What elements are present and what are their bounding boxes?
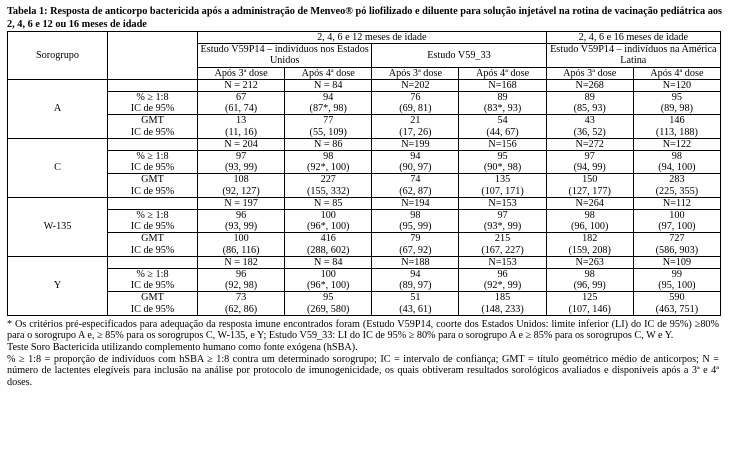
n-cell: N = 212 (198, 79, 285, 91)
label-gmt-ic: IC de 95% (130, 126, 175, 138)
header-dose4: Após 4ª dose (633, 67, 720, 79)
gmt-value: 227 (320, 174, 336, 186)
header-dose3: Após 3ª dose (198, 67, 285, 79)
table-row-gmt (8, 292, 721, 315)
pct-ci: (83*, 93) (483, 103, 522, 115)
gmt-cell (459, 115, 546, 138)
gmt-ci: (288, 602) (307, 244, 350, 256)
sorogrupo-cell: C (8, 138, 108, 197)
label-gmt-ic: IC de 95% (130, 244, 175, 256)
pct-ci: (61, 74) (224, 103, 258, 115)
sorogrupo-cell: W-135 (8, 197, 108, 256)
pct-cell (372, 151, 459, 174)
gmt-value: 135 (494, 174, 511, 186)
pct-cell (459, 151, 546, 174)
pct-ci: (90, 97) (399, 162, 432, 174)
pct-value: 76 (410, 92, 421, 104)
pct-value: 97 (497, 210, 508, 222)
gmt-ci: (586, 903) (655, 244, 699, 256)
gmt-value: 77 (323, 115, 334, 127)
pct-cell (633, 151, 720, 174)
label-gmt-ic: IC de 95% (130, 185, 175, 197)
gmt-ci: (148, 233) (481, 303, 524, 315)
header-dose4: Após 4ª dose (459, 67, 546, 79)
gmt-value: 108 (233, 174, 249, 186)
pct-cell (633, 210, 720, 233)
n-cell: N=168 (459, 79, 546, 91)
footnote-hsba: Teste Soro Bactericida utilizando complemento humano como fonte exógena (hSBA). (7, 342, 358, 354)
n-cell: N=153 (459, 197, 546, 209)
gmt-ci: (113, 188) (655, 126, 698, 138)
pct-value: 95 (497, 151, 508, 163)
label-blank (108, 197, 198, 209)
label-gmt-ic: IC de 95% (130, 303, 175, 315)
gmt-cell (198, 292, 285, 315)
gmt-value: 54 (497, 115, 508, 127)
header-sorogrupo: Sorogrupo (8, 32, 108, 80)
header-age-12m: 2, 4, 6 e 12 meses de idade (198, 32, 547, 44)
pct-ci: (96*, 100) (307, 280, 350, 292)
header-study-us: Estudo V59P14 – indivíduos nos Estados Unidos (198, 44, 372, 67)
n-cell: N=264 (546, 197, 633, 209)
table-row-gmt (8, 174, 721, 197)
pct-ci: (96*, 100) (307, 221, 350, 233)
footnote-definitions: % ≥ 1:8 = proporção de indivíduos com hSBA ≥ 1:8 contra um determinado sorogrupo; IC = intervalo de confiança; GMT = título geométrico médio de anticorpos; N = número de lactentes elegíveis para inclusão na análise por protocolo de imunogenicidade, os quais obtiveram resultados sorológicos avaliados e disponíveis após a 3ª e 4ª doses. (7, 353, 719, 388)
gmt-ci: (269, 580) (307, 303, 350, 315)
label-gmt-cell (108, 115, 198, 138)
gmt-cell (633, 174, 720, 197)
label-ic: IC de 95% (130, 103, 175, 115)
gmt-value: 727 (669, 233, 685, 245)
gmt-cell (198, 115, 285, 138)
gmt-ci: (92, 127) (222, 185, 260, 197)
label-gmt: GMT (141, 292, 164, 304)
n-cell: N=199 (372, 138, 459, 150)
label-ic: IC de 95% (130, 280, 175, 292)
pct-ci: (87*, 98) (309, 103, 347, 115)
n-cell: N = 197 (198, 197, 285, 209)
label-blank (108, 138, 198, 150)
label-pct: % ≥ 1:8 (136, 151, 169, 163)
pct-ci: (96, 100) (571, 221, 609, 233)
pct-ci: (93*, 99) (483, 221, 522, 233)
table-row-n (8, 138, 721, 150)
n-cell: N=188 (372, 256, 459, 268)
pct-value: 94 (410, 151, 421, 163)
label-pct-cell (108, 269, 198, 292)
sorogrupo-cell: A (8, 79, 108, 138)
n-cell: N = 85 (285, 197, 372, 209)
label-gmt-cell (108, 233, 198, 256)
gmt-value: 416 (320, 233, 336, 245)
pct-ci: (97, 100) (658, 221, 696, 233)
pct-cell (285, 269, 372, 292)
pct-cell (198, 269, 285, 292)
pct-ci: (94, 99) (573, 162, 606, 174)
table-row-gmt (8, 233, 721, 256)
pct-value: 94 (410, 269, 421, 281)
n-cell: N=109 (633, 256, 720, 268)
gmt-ci: (107, 146) (568, 303, 611, 315)
sorogrupo-cell: Y (8, 256, 108, 315)
header-dose4: Após 4ª dose (285, 67, 372, 79)
footnote-criteria: * Os critérios pré-especificados para adequação da resposta imune encontrados foram (Estudo V59P14, coorte dos Estados Unidos: limite inferior (LI) do IC de 95%) ≥80% para o sorogrupo A e, ≥ 85% para os sorogrupos C, W-135, e Y; Estudo V59_33: LI do IC de 95% ≥ 80% para o sorogrupo A e ≥ 85% para os sorogrupos C, W e Y. (7, 318, 719, 342)
pct-value: 98 (323, 151, 334, 163)
gmt-cell (459, 292, 546, 315)
gmt-ci: (225, 355) (655, 185, 699, 197)
pct-cell (546, 210, 633, 233)
n-cell: N=263 (546, 256, 633, 268)
pct-ci: (94, 100) (658, 162, 696, 174)
gmt-value: 100 (233, 233, 249, 245)
header-dose3: Após 3ª dose (372, 67, 459, 79)
gmt-cell (285, 233, 372, 256)
n-cell: N = 86 (285, 138, 372, 150)
gmt-value: 13 (235, 115, 247, 127)
gmt-cell (459, 233, 546, 256)
pct-value: 96 (235, 269, 247, 281)
gmt-value: 590 (669, 292, 685, 304)
gmt-cell (198, 174, 285, 197)
pct-cell (198, 92, 285, 115)
n-cell: N = 204 (198, 138, 285, 150)
pct-value: 98 (584, 269, 595, 281)
gmt-value: 79 (410, 233, 421, 245)
label-blank (108, 256, 198, 268)
n-cell: N=268 (546, 79, 633, 91)
gmt-cell (546, 174, 633, 197)
label-gmt: GMT (141, 174, 164, 186)
header-study-v59-33: Estudo V59_33 (372, 44, 546, 67)
n-cell: N = 84 (285, 256, 372, 268)
pct-cell (198, 210, 285, 233)
header-blank (108, 32, 198, 80)
table-row-pct (8, 151, 721, 174)
label-gmt-cell (108, 174, 198, 197)
gmt-cell (372, 174, 459, 197)
pct-cell (546, 269, 633, 292)
header-dose3: Após 3ª dose (546, 67, 633, 79)
gmt-ci: (155, 332) (307, 185, 350, 197)
pct-ci: (92*, 99) (483, 280, 522, 292)
table-row-n (8, 79, 721, 91)
pct-value: 98 (584, 210, 595, 222)
gmt-ci: (11, 16) (225, 126, 258, 138)
gmt-cell (285, 292, 372, 315)
label-pct-cell (108, 210, 198, 233)
label-pct-cell (108, 151, 198, 174)
gmt-cell (459, 174, 546, 197)
gmt-cell (372, 115, 459, 138)
pct-value: 100 (669, 210, 685, 222)
footnotes (7, 319, 719, 389)
pct-value: 96 (497, 269, 508, 281)
gmt-ci: (62, 87) (399, 185, 432, 197)
pct-cell (546, 92, 633, 115)
header-row-age (8, 32, 721, 44)
pct-value: 98 (671, 151, 682, 163)
gmt-cell (546, 233, 633, 256)
gmt-value: 182 (582, 233, 598, 245)
n-cell: N = 182 (198, 256, 285, 268)
label-gmt: GMT (141, 233, 164, 245)
table-row-pct (8, 210, 721, 233)
pct-value: 96 (235, 210, 247, 222)
n-cell: N=156 (459, 138, 546, 150)
label-pct: % ≥ 1:8 (136, 210, 169, 222)
pct-value: 67 (235, 92, 247, 104)
gmt-cell (372, 292, 459, 315)
pct-cell (285, 210, 372, 233)
label-blank (108, 79, 198, 91)
table-row-pct (8, 269, 721, 292)
gmt-value: 95 (323, 292, 334, 304)
gmt-ci: (107, 171) (481, 185, 524, 197)
pct-cell (372, 269, 459, 292)
n-cell: N=120 (633, 79, 720, 91)
label-ic: IC de 95% (130, 221, 175, 233)
n-cell: N=112 (633, 197, 720, 209)
header-study-latam: Estudo V59P14 – indivíduos na América Latina (546, 44, 720, 67)
gmt-value: 185 (494, 292, 511, 304)
pct-ci: (93, 99) (224, 162, 258, 174)
pct-ci: (92*, 100) (307, 162, 350, 174)
label-gmt-cell (108, 292, 198, 315)
pct-value: 94 (323, 92, 334, 104)
table-row-gmt (8, 115, 721, 138)
n-cell: N=202 (372, 79, 459, 91)
gmt-value: 73 (235, 292, 247, 304)
gmt-ci: (86, 116) (222, 244, 260, 256)
table-row-pct (8, 92, 721, 115)
gmt-value: 146 (669, 115, 685, 127)
label-pct: % ≥ 1:8 (136, 269, 169, 281)
pct-ci: (93, 99) (224, 221, 258, 233)
gmt-value: 283 (669, 174, 685, 186)
document-page (5, 0, 725, 388)
pct-cell (285, 92, 372, 115)
gmt-cell (372, 233, 459, 256)
gmt-ci: (463, 751) (655, 303, 699, 315)
gmt-cell (633, 233, 720, 256)
gmt-cell (633, 292, 720, 315)
gmt-ci: (55, 109) (309, 126, 347, 138)
pct-value: 89 (497, 92, 508, 104)
table-row-n (8, 197, 721, 209)
gmt-ci: (44, 67) (486, 126, 519, 138)
label-pct: % ≥ 1:8 (136, 92, 169, 104)
label-ic: IC de 95% (130, 162, 175, 174)
header-age-16m: 2, 4, 6 e 16 meses de idade (546, 32, 720, 44)
gmt-ci: (43, 61) (399, 303, 432, 315)
gmt-ci: (159, 208) (568, 244, 611, 256)
gmt-cell (198, 233, 285, 256)
pct-value: 97 (584, 151, 595, 163)
pct-cell (633, 92, 720, 115)
pct-ci: (89, 98) (660, 103, 694, 115)
pct-cell (372, 92, 459, 115)
gmt-ci: (127, 177) (568, 185, 611, 197)
pct-cell (198, 151, 285, 174)
pct-cell (633, 269, 720, 292)
gmt-cell (285, 115, 372, 138)
pct-cell (372, 210, 459, 233)
pct-ci: (96, 99) (573, 280, 606, 292)
n-cell: N = 84 (285, 79, 372, 91)
pct-ci: (69, 81) (399, 103, 432, 115)
gmt-value: 74 (410, 174, 421, 186)
gmt-value: 150 (582, 174, 598, 186)
pct-cell (285, 151, 372, 174)
pct-ci: (92, 98) (224, 280, 258, 292)
gmt-cell (633, 115, 720, 138)
label-gmt: GMT (141, 115, 164, 127)
pct-ci: (90*, 98) (483, 162, 522, 174)
gmt-value: 21 (410, 115, 421, 127)
pct-value: 97 (235, 151, 247, 163)
pct-ci: (85, 93) (573, 103, 606, 115)
gmt-value: 43 (584, 115, 595, 127)
gmt-value: 215 (494, 233, 511, 245)
pct-cell (546, 151, 633, 174)
gmt-ci: (62, 86) (224, 303, 258, 315)
pct-value: 100 (320, 210, 336, 222)
gmt-cell (285, 174, 372, 197)
results-table (7, 31, 721, 316)
gmt-cell (546, 115, 633, 138)
pct-cell (459, 269, 546, 292)
pct-ci: (95, 100) (658, 280, 696, 292)
gmt-ci: (67, 92) (399, 244, 432, 256)
gmt-ci: (167, 227) (481, 244, 524, 256)
n-cell: N=153 (459, 256, 546, 268)
gmt-ci: (17, 26) (399, 126, 432, 138)
pct-ci: (95, 99) (399, 221, 432, 233)
pct-value: 95 (671, 92, 682, 104)
gmt-ci: (36, 52) (573, 126, 606, 138)
pct-cell (459, 92, 546, 115)
gmt-value: 125 (582, 292, 598, 304)
pct-value: 100 (320, 269, 336, 281)
n-cell: N=194 (372, 197, 459, 209)
pct-cell (459, 210, 546, 233)
pct-ci: (89, 97) (399, 280, 432, 292)
gmt-cell (546, 292, 633, 315)
table-row-n (8, 256, 721, 268)
gmt-value: 51 (410, 292, 421, 304)
pct-value: 89 (584, 92, 595, 104)
label-pct-cell (108, 92, 198, 115)
pct-value: 98 (410, 210, 421, 222)
n-cell: N=272 (546, 138, 633, 150)
pct-value: 99 (671, 269, 682, 281)
n-cell: N=122 (633, 138, 720, 150)
table-title: Tabela 1: Resposta de anticorpo bactericida após a administração de Menveo® pó liofilizado e diluente para solução injetável na rotina de vacinação pediátrica aos 2, 4, 6 e 12 ou 16 meses de idade (7, 6, 723, 30)
